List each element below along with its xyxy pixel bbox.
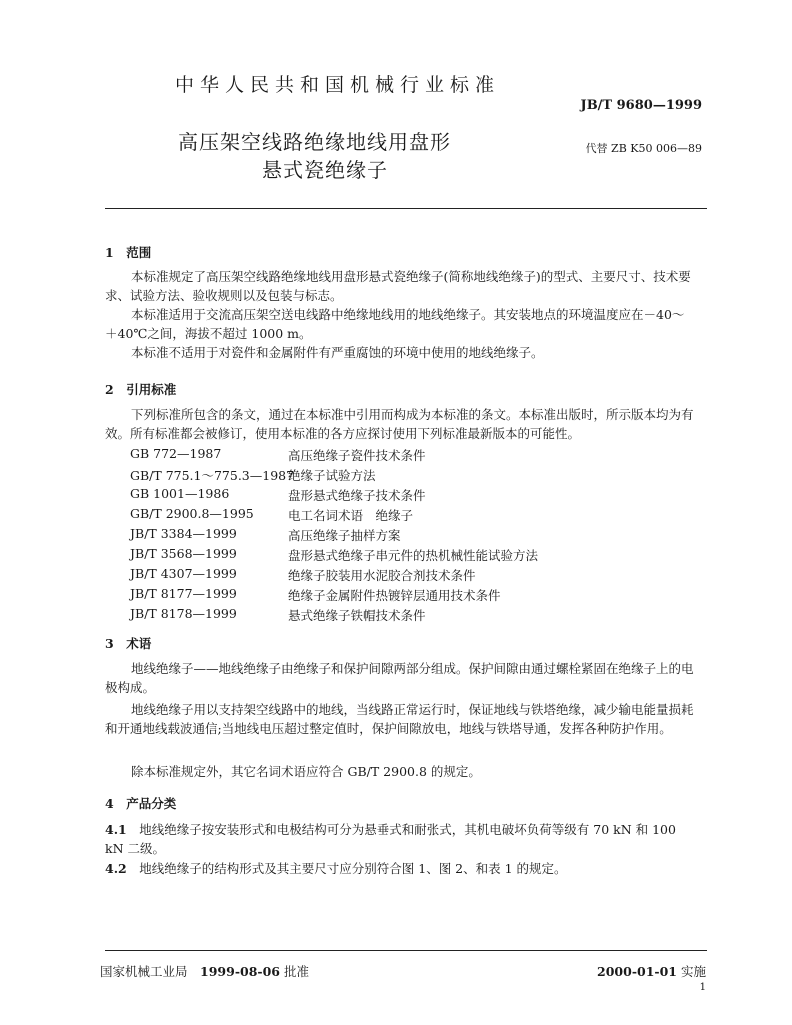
clause-4-2-text: 地线绝缘子的结构形式及其主要尺寸应分别符合图 1、图 2、和表 1 的规定。 — [139, 861, 567, 876]
ref-code: GB 772—1987 — [130, 446, 222, 461]
section-3-para-3-text: 除本标准规定外，其它名词术语应符合 GB/T 2900.8 的规定。 — [131, 764, 481, 779]
ref-title: 电工名词术语 绝缘子 — [288, 508, 414, 523]
ref-code: JB/T 3384—1999 — [130, 526, 237, 541]
clause-4-1-number: 4.1 — [105, 822, 127, 837]
section-1-para-2-text: 本标准适用于交流高压架空送电线路中绝缘地线用的地线绝缘子。其安装地点的环境温度应在－40～＋40℃之间，海拔不超过 1000 m。 — [105, 307, 685, 341]
section-1-heading: 1 范围 — [105, 245, 152, 260]
document-title-line1: 高压架空线路绝缘地线用盘形 — [178, 130, 451, 154]
clause-4-2-number: 4.2 — [105, 861, 127, 876]
ref-title: 绝缘子金属附件热镀锌层通用技术条件 — [288, 588, 501, 603]
ref-title: 盘形悬式绝缘子串元件的热机械性能试验方法 — [288, 548, 539, 563]
issuing-org-title: 中华人民共和国机械行业标准 — [175, 74, 501, 96]
ref-code: GB 1001—1986 — [130, 486, 230, 501]
section-1-para-2 — [105, 305, 695, 343]
ref-code: JB/T 3568—1999 — [130, 546, 237, 561]
clause-4-1-text: 地线绝缘子按安装形式和电极结构可分为悬垂式和耐张式，其机电破坏负荷等级有 70 kN 和 100 kN 二级。 — [105, 822, 676, 856]
section-3-para-1 — [105, 659, 695, 697]
section-1-para-1-text: 本标准规定了高压架空线路绝缘地线用盘形悬式瓷绝缘子(简称地线绝缘子)的型式、主要尺寸、技术要求、试验方法、验收规则以及包装与标志。 — [105, 269, 691, 303]
footer-divider — [105, 950, 707, 951]
approve-word: 批准 — [283, 964, 309, 979]
ref-title: 悬式绝缘子铁帽技术条件 — [288, 608, 426, 623]
section-2-para-1 — [105, 405, 695, 443]
section-3-heading: 3 术语 — [105, 636, 152, 651]
section-3-para-2 — [105, 700, 695, 738]
issuer: 国家机械工业局 — [100, 964, 188, 979]
section-1-para-3-text: 本标准不适用于对瓷件和金属附件有严重腐蚀的环境中使用的地线绝缘子。 — [131, 345, 544, 360]
section-1-para-3 — [105, 343, 695, 362]
ref-title: 盘形悬式绝缘子技术条件 — [288, 488, 426, 503]
clause-4-2 — [105, 859, 695, 878]
ref-code: GB/T 775.1～775.3—1987 — [130, 468, 295, 483]
replaces-standard: 代替 ZB K50 006—89 — [585, 142, 702, 155]
document-title-line2: 悬式瓷绝缘子 — [262, 158, 388, 182]
section-4-heading: 4 产品分类 — [105, 796, 177, 811]
section-3-para-2-text: 地线绝缘子用以支持架空线路中的地线，当线路正常运行时，保证地线与铁塔绝缘，减少输电能量损耗和开通地线载波通信;当地线电压超过整定值时，保护间隙放电，地线与铁塔导通，发挥各种防护作用。 — [105, 702, 694, 736]
approve-date: 1999-08-06 — [200, 964, 280, 979]
ref-title: 绝缘子试验方法 — [288, 468, 376, 483]
section-1-para-1 — [105, 267, 695, 305]
ref-code: GB/T 2900.8—1995 — [130, 506, 254, 521]
ref-code: JB/T 4307—1999 — [130, 566, 237, 581]
page-number: 1 — [699, 982, 706, 993]
approval-line — [100, 962, 309, 980]
implementation-line — [597, 962, 706, 980]
ref-title: 高压绝缘子瓷件技术条件 — [288, 448, 426, 463]
ref-title: 绝缘子胶装用水泥胶合剂技术条件 — [288, 568, 476, 583]
header-divider — [105, 208, 707, 209]
ref-code: JB/T 8178—1999 — [130, 606, 237, 621]
section-3-para-1-text: 地线绝缘子——地线绝缘子由绝缘子和保护间隙两部分组成。保护间隙由通过螺栓紧固在绝缘子上的电极构成。 — [105, 661, 694, 695]
impl-word: 实施 — [680, 964, 706, 979]
section-2-para-1-text: 下列标准所包含的条文，通过在本标准中引用而构成为本标准的条文。本标准出版时，所示版本均为有效。所有标准都会被修订，使用本标准的各方应探讨使用下列标准最新版本的可能性。 — [105, 407, 694, 441]
section-2-heading: 2 引用标准 — [105, 382, 177, 397]
ref-title: 高压绝缘子抽样方案 — [288, 528, 401, 543]
standard-number: JB/T 9680—1999 — [580, 98, 702, 113]
section-3-para-3 — [105, 762, 695, 781]
impl-date: 2000-01-01 — [597, 964, 677, 979]
ref-code: JB/T 8177—1999 — [130, 586, 237, 601]
clause-4-1 — [105, 820, 695, 858]
